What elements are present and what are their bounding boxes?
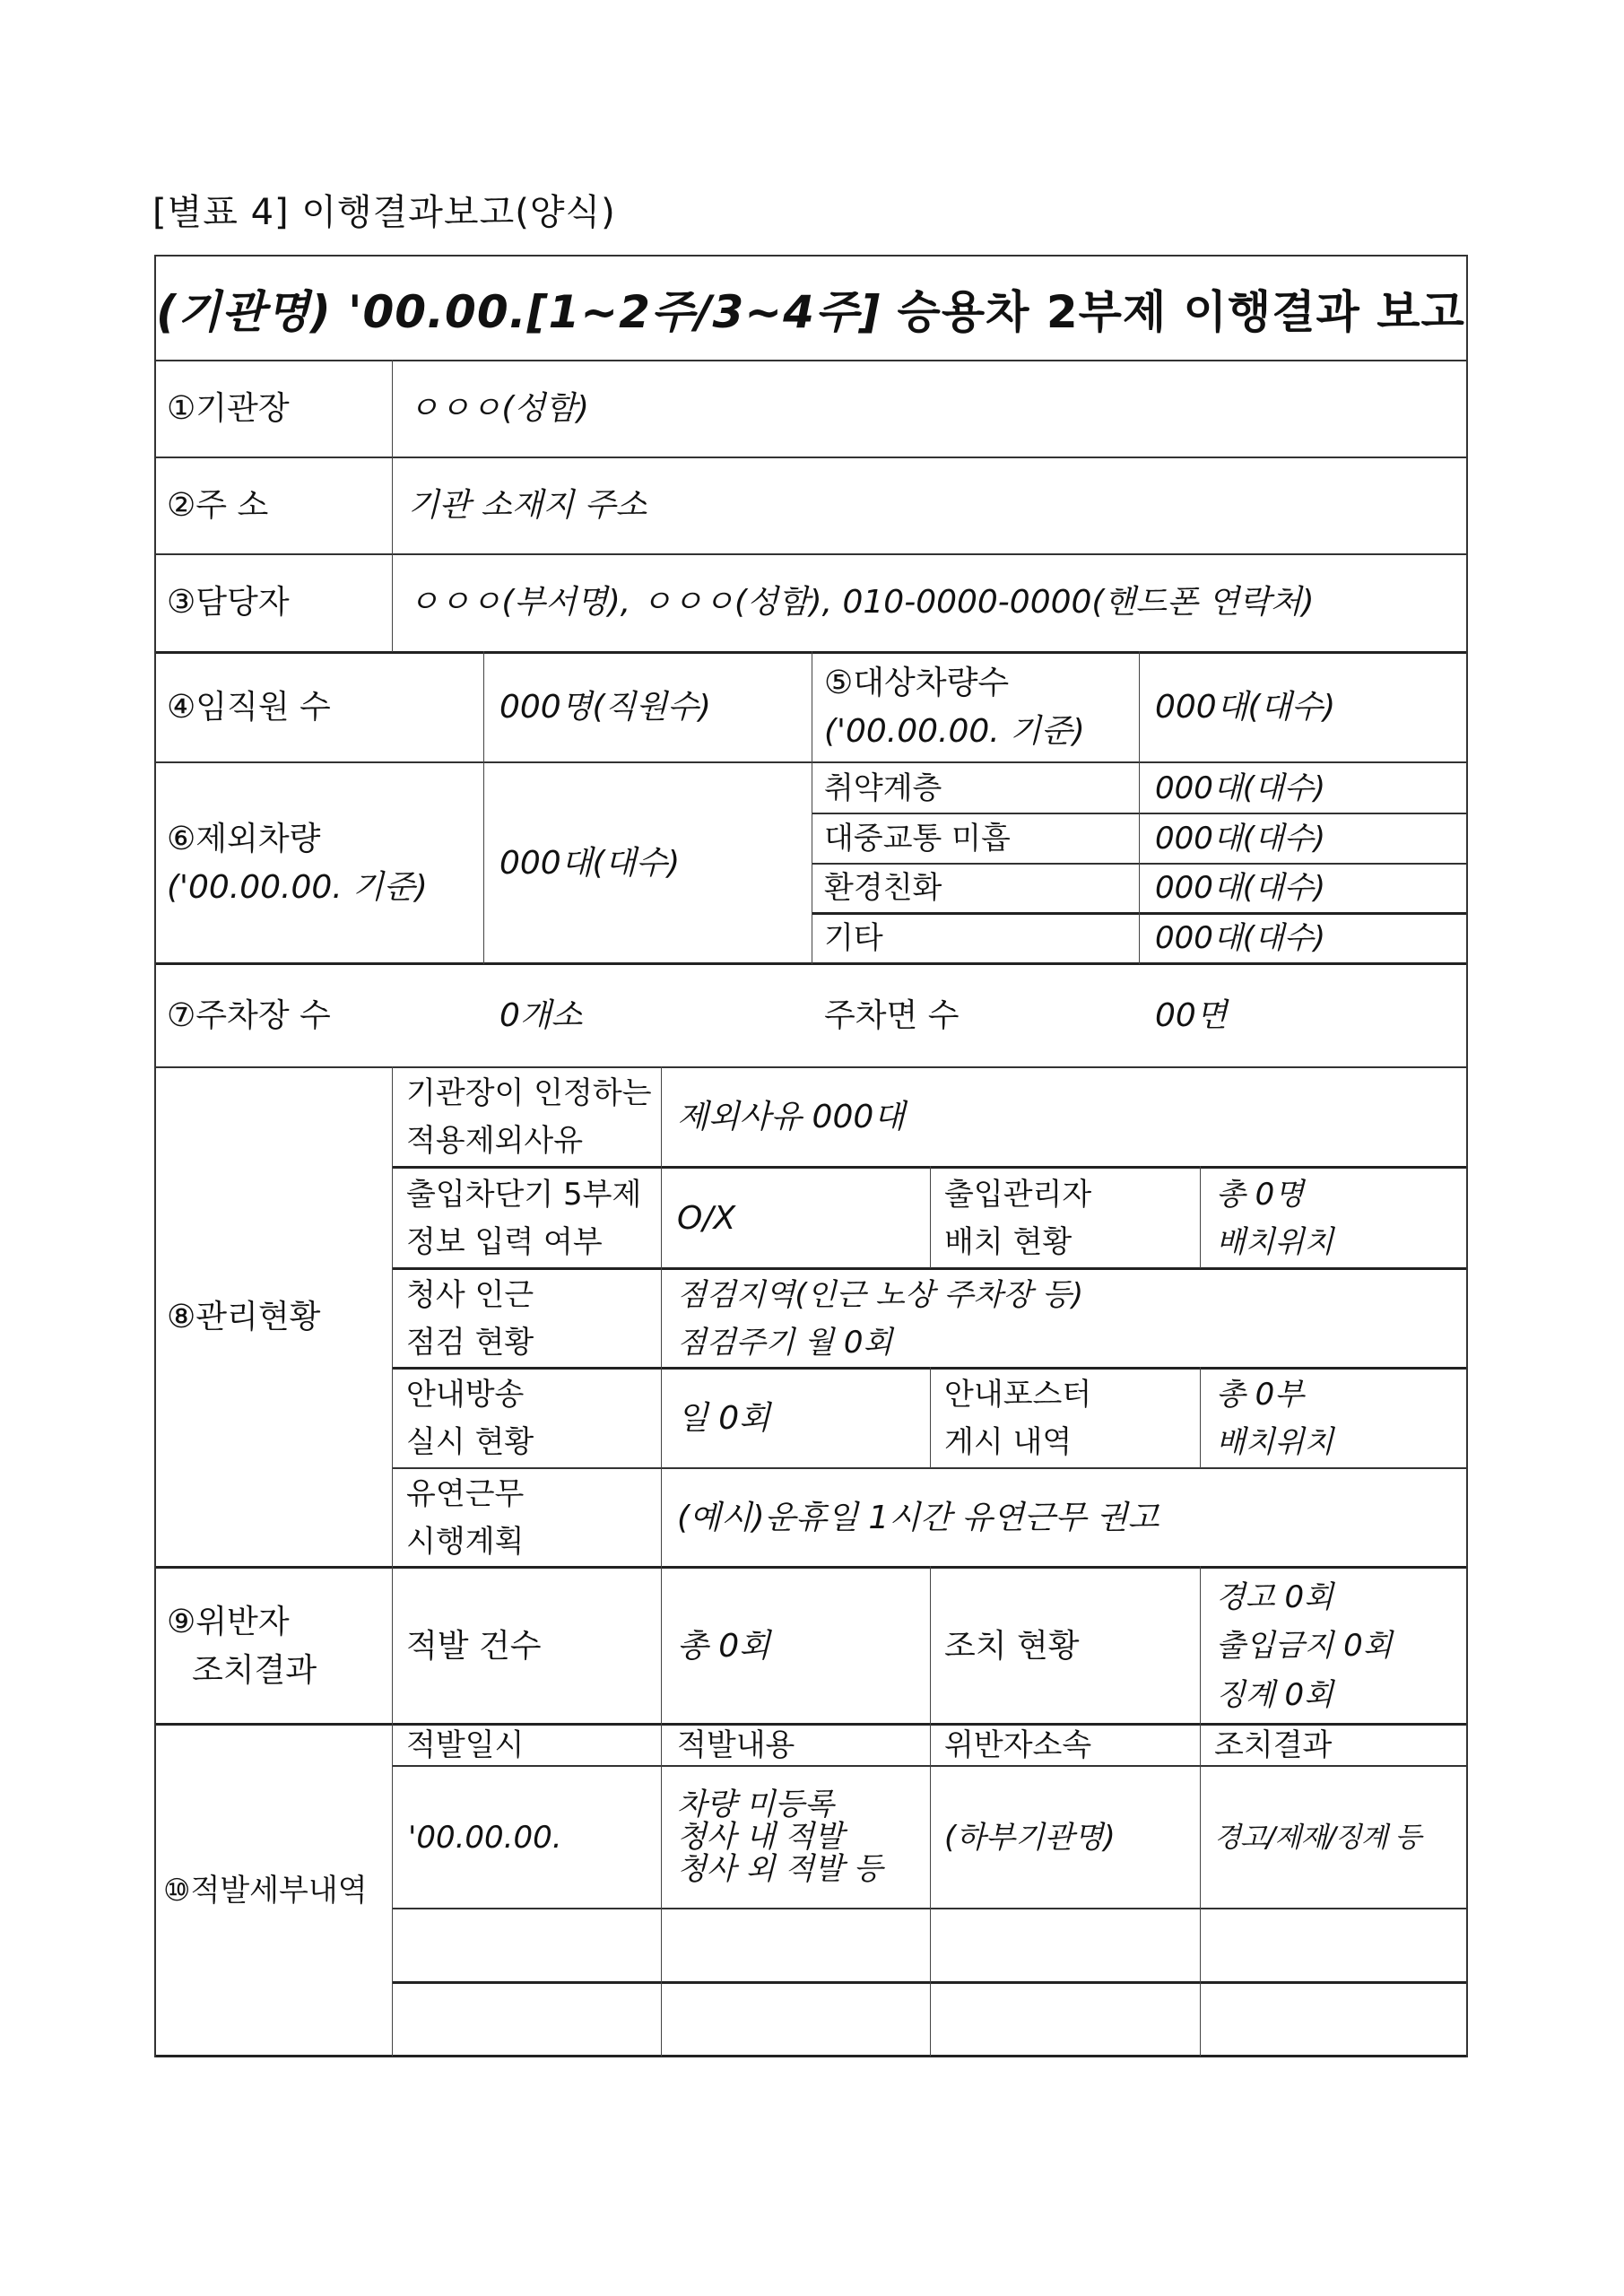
inspection-label-line2: 점검 현황 <box>406 1324 534 1361</box>
excluded-sub-value-field[interactable]: 000대(대수) <box>1155 870 1325 907</box>
poster-label-line2: 게시 내역 <box>944 1424 1073 1460</box>
excluded-sub-label: 대중교통 미흡 <box>824 820 1011 857</box>
gate-manager-label-line1: 출입관리자 <box>944 1176 1092 1213</box>
violators-label-line2: 조치결과 <box>192 1651 317 1689</box>
broadcast-label-line2: 실시 현황 <box>406 1424 534 1460</box>
management-label: ⑧관리현황 <box>167 1298 321 1335</box>
gate-manager-count: 총 0명 <box>1216 1176 1305 1213</box>
form-caption: [별표 4] 이행결과보고(양식) <box>152 192 616 233</box>
address-value-field[interactable]: 기관 소재지 주소 <box>408 487 647 524</box>
broadcast-label-line1: 안내방송 <box>406 1377 525 1413</box>
target-vehicles-value-field[interactable]: 000대(대수) <box>1155 689 1336 726</box>
inspection-area: 점검지역(인근 노상 주차장 등) <box>677 1276 1084 1313</box>
excluded-sub-label: 취약계층 <box>824 770 942 806</box>
detection-details-label: ⑩적발세부내역 <box>163 1873 368 1909</box>
details-affiliation-field[interactable]: (하부기관명) <box>944 1819 1116 1856</box>
gate-label-line1: 출입차단기 5부제 <box>406 1176 642 1213</box>
employees-label: ④임직원 수 <box>167 689 331 726</box>
parking-lots-label: ⑦주차장 수 <box>167 997 331 1034</box>
action-access-ban: 출입금지 0회 <box>1216 1628 1393 1665</box>
excluded-label-main: ⑥제외차량 <box>167 821 321 857</box>
details-header-affiliation: 위반자소속 <box>944 1727 1092 1764</box>
parking-lots-value-field[interactable]: 0개소 <box>499 997 583 1034</box>
target-vehicles-label-main: ⑤대상차량수 <box>824 665 1010 701</box>
gate-label-line2: 정보 입력 여부 <box>406 1223 603 1260</box>
exemption-value-field[interactable]: 제외사유 000대 <box>677 1098 906 1135</box>
gate-manager-value-field[interactable] <box>1200 1169 1467 1268</box>
excluded-sub-label: 기타 <box>824 920 883 957</box>
flex-work-label <box>392 1469 661 1567</box>
target-vehicles-label <box>812 653 1139 762</box>
flex-work-label-line2: 시행계획 <box>406 1523 525 1560</box>
inspection-cycle: 점검주기 월 0회 <box>677 1324 893 1361</box>
details-header-content: 적발내용 <box>677 1727 795 1764</box>
excluded-sub-value-field[interactable]: 000대(대수) <box>1155 770 1325 806</box>
gate-manager-label <box>930 1169 1200 1268</box>
action-status-value-field[interactable] <box>1200 1569 1467 1724</box>
exemption-label-line2: 적용제외사유 <box>406 1122 584 1159</box>
excluded-label-date: ('00.00.00. 기준) <box>167 869 428 906</box>
inspection-label-line1: 청사 인근 <box>406 1276 534 1313</box>
poster-value-field[interactable] <box>1200 1370 1467 1468</box>
action-status-label: 조치 현황 <box>944 1627 1080 1665</box>
excluded-sub-label: 환경친화 <box>824 870 942 907</box>
details-result-field[interactable] <box>1200 1909 1467 1981</box>
details-date-field[interactable] <box>392 1984 661 2056</box>
head-value-field[interactable]: ㅇㅇㅇ(성함) <box>408 390 589 427</box>
flex-work-label-line1: 유연근무 <box>406 1475 525 1512</box>
details-result-field[interactable] <box>1200 1984 1467 2056</box>
parking-spaces-label: 주차면 수 <box>824 997 960 1034</box>
gate-label <box>392 1169 661 1268</box>
details-header-result: 조치결과 <box>1214 1727 1333 1764</box>
report-title-text: 승용차 2부제 이행결과 보고 <box>881 285 1465 338</box>
manager-label: ③담당자 <box>167 584 290 621</box>
gate-manager-label-line2: 배치 현황 <box>944 1223 1073 1260</box>
details-content-field[interactable] <box>661 1984 930 2056</box>
violators-label <box>154 1569 392 1724</box>
exemption-label <box>392 1067 661 1167</box>
address-label: ②주 소 <box>167 487 269 524</box>
detection-count-value-field[interactable]: 총 0회 <box>677 1627 770 1665</box>
parking-spaces-value-field[interactable]: 00면 <box>1155 997 1228 1034</box>
details-date-field[interactable] <box>392 1909 661 1981</box>
detection-count-label: 적발 건수 <box>406 1627 542 1665</box>
details-affiliation-field[interactable] <box>930 1909 1200 1981</box>
details-result-field[interactable]: 경고/제재/징계 등 <box>1214 1821 1421 1854</box>
details-affiliation-field[interactable] <box>930 1984 1200 2056</box>
head-label: ①기관장 <box>167 390 290 427</box>
details-content-line: 차량 미등록 <box>677 1787 835 1823</box>
poster-count: 총 0부 <box>1216 1377 1305 1413</box>
target-vehicles-label-date: ('00.00.00. 기준) <box>824 713 1085 750</box>
details-content-field[interactable] <box>661 1909 930 1981</box>
action-warning: 경고 0회 <box>1216 1578 1333 1615</box>
inspection-value-field[interactable] <box>661 1270 1467 1368</box>
gate-value-field[interactable]: O/X <box>677 1199 736 1237</box>
details-content-field[interactable] <box>661 1767 930 1909</box>
report-title-period: (기관명) '00.00.[1~2주/3~4주] <box>156 285 881 338</box>
report-title <box>154 256 1467 361</box>
poster-location: 배치위치 <box>1216 1424 1334 1460</box>
broadcast-label <box>392 1370 661 1468</box>
details-date-field[interactable]: '00.00.00. <box>408 1819 562 1856</box>
gate-manager-location: 배치위치 <box>1216 1223 1334 1260</box>
poster-label-line1: 안내포스터 <box>944 1377 1092 1413</box>
excluded-value-field[interactable]: 000대(대수) <box>499 845 681 882</box>
excluded-sub-value-field[interactable]: 000대(대수) <box>1155 820 1325 857</box>
excluded-sub-value-field[interactable]: 000대(대수) <box>1155 920 1325 957</box>
manager-value-field[interactable]: ㅇㅇㅇ(부서명), ㅇㅇㅇ(성함), 010-0000-0000(핸드폰 연락처) <box>408 584 1315 621</box>
poster-label <box>930 1370 1200 1468</box>
excluded-label <box>154 763 483 964</box>
broadcast-value-field[interactable]: 일 0회 <box>677 1400 770 1437</box>
exemption-label-line1: 기관장이 인정하는 <box>406 1074 652 1111</box>
flex-work-value-field[interactable]: (예시)운휴일 1시간 유연근무 권고 <box>677 1499 1159 1536</box>
details-content-line: 청사 외 적발 등 <box>677 1850 883 1887</box>
action-discipline: 징계 0회 <box>1216 1676 1333 1713</box>
employees-value-field[interactable]: 000명(직원수) <box>499 689 711 726</box>
violators-label-line1: ⑨위반자 <box>167 1603 290 1640</box>
details-header-date: 적발일시 <box>406 1727 525 1764</box>
details-content-line: 청사 내 적발 <box>677 1819 844 1856</box>
inspection-label <box>392 1270 661 1368</box>
